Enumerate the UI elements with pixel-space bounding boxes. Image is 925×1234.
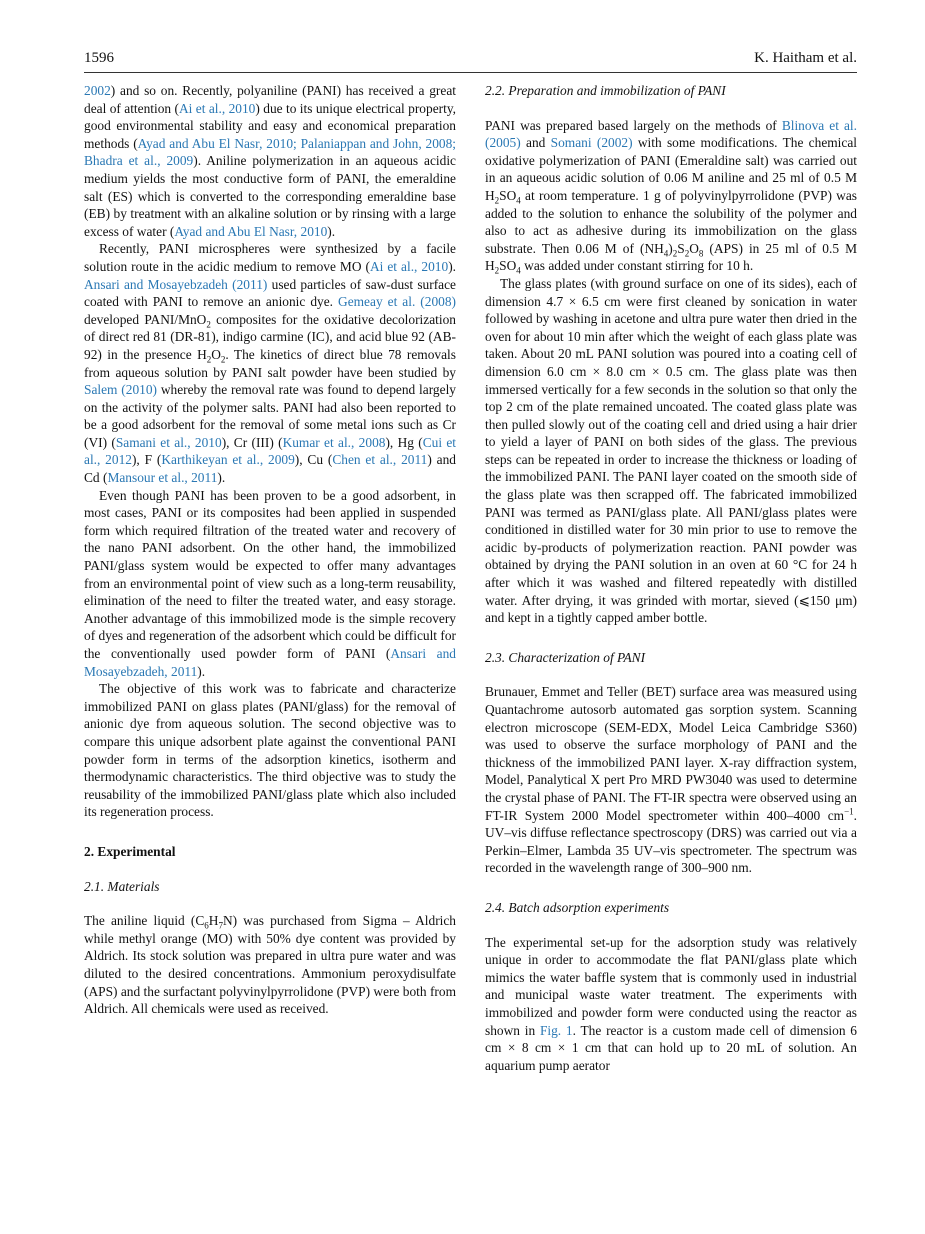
text: The aniline liquid (C	[84, 913, 205, 929]
text: SO	[499, 258, 517, 274]
paragraph	[84, 487, 456, 681]
citation-link[interactable]: Ansari and Mosayebzadeh (2011)	[84, 276, 268, 292]
text: ).	[197, 663, 206, 679]
text: ).	[448, 258, 456, 274]
text: ). Aniline polymerization in an aqueous acidic medium yields the most conductive form of PANI, the emeraldine salt (ES) which is converted to the corresponding emeraldine base (EB) by treatment with an alkaline solution or by rinsing with a large excess of water (	[84, 153, 456, 239]
subscript: 7	[218, 920, 223, 931]
citation-link[interactable]: Ai et al., 2010	[178, 100, 256, 116]
citation-link[interactable]: Gemeay et al. (2008)	[338, 294, 456, 310]
subsection-heading: 2.1. Materials	[84, 878, 160, 894]
text: S	[677, 240, 685, 256]
citation-link[interactable]: Cui et al., 2012	[84, 434, 457, 468]
right-column	[485, 82, 857, 1074]
paragraph	[485, 934, 857, 1075]
citation-link[interactable]: Karthikeyan et al., 2009	[161, 452, 295, 468]
subsection-heading: 2.2. Preparation and immobilization of PANI	[485, 83, 726, 98]
text: at room temperature. 1 g of polyvinylpyrrolidone (PVP) was added to the solution to enhance the solubility of the polymer and also to act as adhesive during its immobilization on the glass substrate. Then 0.06 M of (NH	[485, 187, 857, 256]
subsection-heading: 2.3. Characterization of PANI	[485, 649, 646, 665]
text: ).	[217, 470, 226, 486]
citation-link[interactable]: Mansour et al., 2011	[107, 470, 218, 486]
citation-link[interactable]: Kumar et al., 2008	[282, 434, 386, 450]
citation-link[interactable]: Blinova et al. (2005)	[485, 117, 857, 151]
text: SO	[499, 187, 517, 203]
text: ), Hg (	[385, 434, 423, 450]
subscript: 2	[220, 354, 226, 365]
paragraph	[84, 240, 456, 486]
text: O	[211, 346, 221, 362]
citation-link[interactable]: Ansari and Mosayebzadeh, 2011	[84, 646, 456, 679]
text: PANI was prepared based largely on the methods of	[485, 117, 782, 133]
citation-link[interactable]: Chen et al., 2011	[332, 452, 428, 468]
text: (APS) in 25 ml of 0.5 M H	[485, 240, 857, 274]
text: and	[520, 135, 551, 151]
page-number: 1596	[84, 50, 114, 66]
paragraph	[84, 82, 456, 240]
text: Even though PANI has been proven to be a good adsorbent, in most cases, PANI or its composites had been applied in suspended form which required filtration of the treated water and recovery of the nano PANI adsorbent. On the other hand, the immobilized PANI/glass system would be expected to offer many advantages from an environmental point of view such as a long-term reusability, elimination of the need to filter the treated water, and easy storage. Another advantage of this immobilized mode is the simple recovery of dyes and regeneration of the adsorbent which could be difficult for the conventionally used powder form of PANI (	[84, 487, 456, 661]
text: Recently, PANI microspheres were synthesized by a facile solution route in the acidic medium to remove MO (	[84, 241, 456, 274]
paragraph	[84, 912, 456, 1018]
paragraph: The objective of this work was to fabricate and characterize immobilized PANI on glass plates (PANI/glass) for the removal of anionic dye from aqueous solution. The second objective was to compare this unique adsorbent plate against the conventional PANI powder form in terms of the adsorption kinetics, isotherm and thermodynamic characteristics. The third objective was to study the reusability of the immobilized PANI/glass plate which also included its regeneration process.	[84, 681, 456, 820]
text: ), Cu (	[294, 452, 333, 468]
subscript: 2	[684, 248, 690, 259]
citation-link[interactable]: Ayad and Abu El Nasr, 2010; Palaniappan and John, 2008; Bhadra et al., 2009	[84, 135, 456, 169]
text: with some modifications. The chemical oxidative polymerization of PANI (Emeraldine salt) was carried out in an aqueous acidic solution of 0.06 M aniline and 25 ml of 0.5 M H	[485, 135, 858, 203]
subscript: 4	[516, 195, 521, 206]
subscript: 2	[672, 248, 678, 259]
paragraph	[485, 117, 857, 275]
header-rule	[84, 72, 857, 73]
text: whereby the removal rate was found to depend largely on the activity of the polymer salts. PANI had also been reported to be a good adsorbent for the removal of some metal ions such as Cr (VI) (	[84, 382, 456, 450]
subscript: 4	[516, 266, 521, 277]
section-heading: 2. Experimental	[84, 843, 176, 859]
text: developed PANI/MnO	[84, 311, 207, 327]
running-head: K. Haitham et al.	[754, 50, 857, 66]
citation-link[interactable]: Salem (2010)	[84, 382, 158, 398]
figure-link[interactable]: Fig. 1	[539, 1022, 573, 1038]
page-header	[84, 50, 857, 70]
text: ).	[327, 223, 336, 239]
text: ), Cr (III) (	[221, 434, 283, 450]
subscript: 4	[663, 248, 669, 259]
subscript: 2	[494, 266, 500, 277]
paragraph	[485, 683, 857, 877]
text: . The kinetics of direct blue 78 removals from aqueous solution by PANI salt powder have been studied by	[84, 346, 456, 380]
text: H	[208, 913, 219, 929]
citation-link[interactable]: Ayad and Abu El Nasr, 2010	[174, 223, 328, 239]
subsection-heading: 2.4. Batch adsorption experiments	[485, 899, 670, 915]
text: ) and so on. Recently, polyaniline (PANI) has received a great deal of attention (	[84, 83, 456, 116]
text: used particles of saw-dust surface coated with PANI to remove an anionic dye.	[84, 276, 457, 310]
citation-link[interactable]: Samani et al., 2010	[115, 434, 222, 450]
text: ) and Cd (	[84, 452, 456, 486]
text: Brunauer, Emmet and Teller (BET) surface area was measured using Quantachrome autosorb automated gas sorption system. Scanning electron microscope (SEM-EDX, Model Leica Cambridge S360) was used to observe the surface morphology of PANI and the thickness of the immobilized PANI layer. X-ray diffraction system, Model, Panalytical X pert Pro MRD PW3040 was used to determine the crystal phase of PANI. The FT-IR spectra were observed using an FT-IR System 2000 Model spectrometer within 400–4000 cm	[485, 684, 857, 823]
subscript: 8	[698, 248, 704, 259]
citation-link[interactable]: Ai et al., 2010	[369, 258, 449, 274]
text: . UV–vis diffuse reflectance spectroscopy (DRS) was carried out via a Perkin–Elmer, Lambda 35 UV–vis spectrometer. The spectrum was recorded in the wavelength range of 300–900 nm.	[485, 807, 857, 876]
text: was added under constant stirring for 10 h.	[520, 258, 754, 274]
subscript: 2	[494, 195, 500, 206]
text: . The reactor is a custom made cell of dimension 6 cm × 8 cm × 1 cm that can hold up to 20 mL of solution. An aquarium pump aerator	[485, 1022, 857, 1073]
left-column	[84, 82, 456, 1018]
text: ) due to its unique electrical property, good environmental stability and easy and economical preparation methods (	[84, 100, 456, 151]
superscript: −1	[844, 806, 854, 817]
subscript: 6	[204, 920, 209, 931]
subscript: 2	[206, 354, 212, 365]
text: ), F (	[131, 452, 162, 468]
citation-link[interactable]: Somani (2002)	[550, 135, 633, 151]
citation-link[interactable]: 2002	[84, 83, 111, 98]
text: composites for the oxidative decolorization of direct red 81 (DR-81), indigo carmine (IC), and acid blue 92 (AB-92) in the presence H	[84, 311, 456, 362]
text: The experimental set-up for the adsorption study was relatively unique in order to accommodate the flat PANI/glass plate which mimics the water baffle system that is commonly used in industrial and municipal waste water treatment. The experiments with immobilized and powder form were conducted using the reactor as shown in	[485, 934, 857, 1038]
paragraph: The glass plates (with ground surface on one of its sides), each of dimension 4.7 × 6.5 cm were first cleaned by sonication in water followed by washing in acetone and ultra pure water then dried in the oven for about 10 min after which the weight of each glass plate was taken. About 20 mL PANI solution was poured into a coating cell of dimension 6.0 cm × 8.0 cm × 0.5 cm. The glass plate was then immersed vertically for a few seconds in the solution so that only the top 2 cm of the plate remained uncoated. The coated glass plate was then pulled slowly out of the coating cell and dried using a hair drier to yield a layer of PANI on both sides of the glass. The previous steps can be repeated in order to increase the thickness or loading of the immobilized PANI. The PANI layer coated on the smooth side of the glass plate was then scrapped off. The fabricated immobilized PANI was termed as PANI/glass plate. All PANI/glass plates were conditioned in distilled water for 30 min prior to use to remove the acidic by-products of polymerization reaction. PANI powder was obtained by drying the PANI solution in an oven at 60 °C for 24 h after which it was washed and filtered repeatedly with distilled water. After drying, it was grinded with mortar, sieved (⩽150 μm) and kept in a tightly capped amber bottle.	[485, 275, 857, 626]
text: )	[668, 240, 673, 256]
subscript: 2	[206, 319, 211, 330]
text: O	[689, 240, 699, 256]
text: N) was purchased from Sigma – Aldrich while methyl orange (MO) with 50% dye content was provided by Aldrich. Its stock solution was prepared in ultra pure water and was diluted to the desired concentrations. Ammonium peroxydisulfate (APS) and the surfactant polyvinylpyrrolidone (PVP) were both from Aldrich. All chemicals were used as received.	[84, 913, 457, 1017]
